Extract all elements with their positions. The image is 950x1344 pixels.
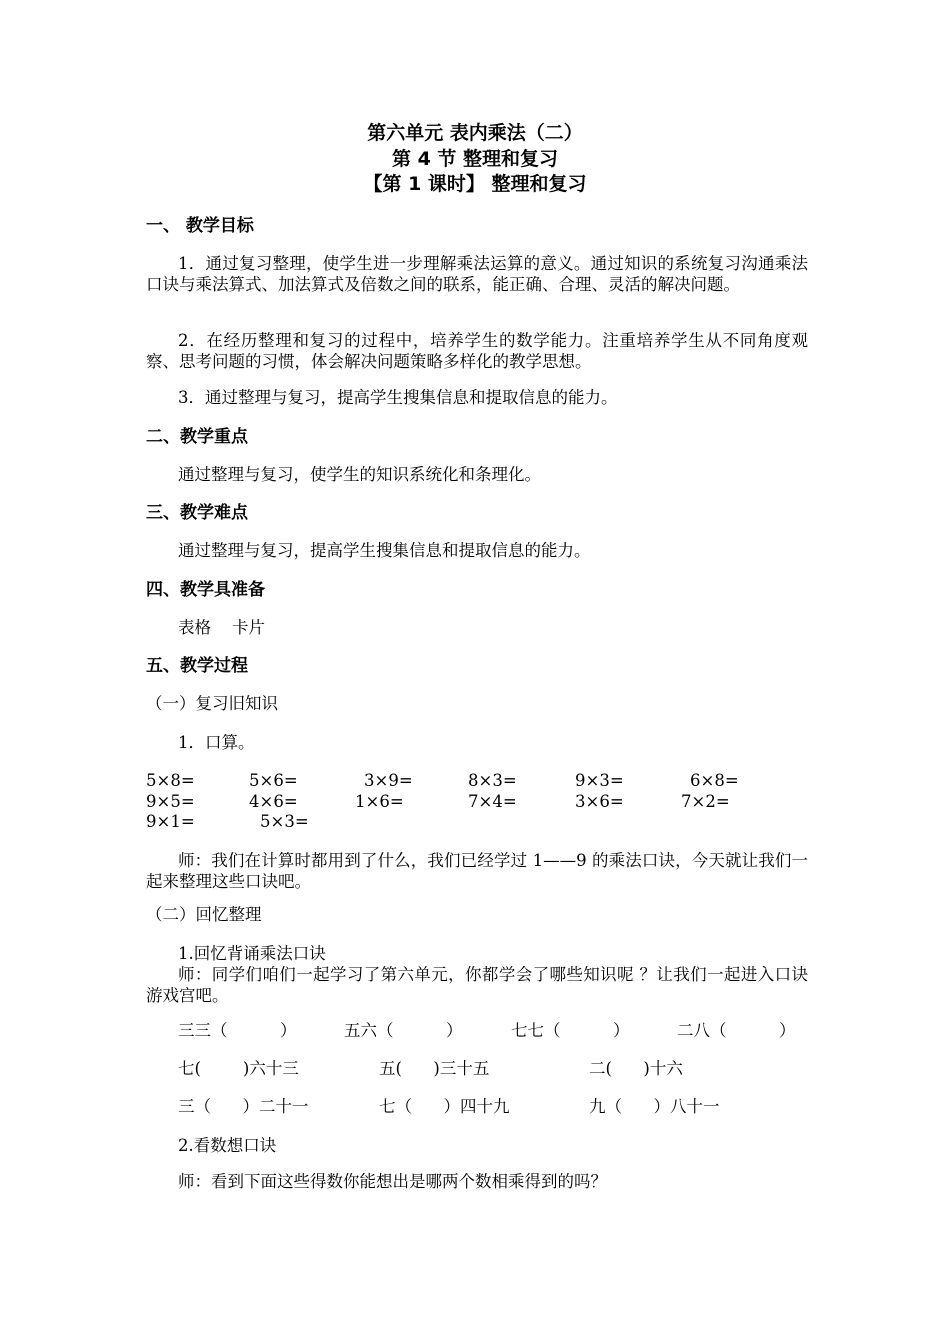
calc-item: 9×1=: [146, 812, 195, 831]
teacher-remark-1: 师：我们在计算时都用到了什么，我们已经学过 1——9 的乘法口诀，今天就让我们一起来整理这些口诀吧。: [146, 851, 808, 891]
game-item: 七（ ）四十九: [379, 1097, 510, 1116]
calc-item: 3×9=: [364, 771, 413, 790]
game-item: 九（ ）八十一: [589, 1097, 720, 1116]
key-points-text: 通过整理与复习，使学生的知识系统化和条理化。: [178, 465, 541, 484]
calc-item: 1×6=: [355, 792, 404, 811]
calc-item: 3×6=: [575, 792, 624, 811]
unit-title: 第六单元 表内乘法（二）: [367, 122, 583, 144]
oral-calc-label: 1．口算。: [178, 733, 255, 752]
calc-item: 6×8=: [690, 771, 739, 790]
game-item: 五六（ ）: [344, 1021, 463, 1040]
part-recall: （二）回忆整理: [146, 905, 262, 924]
game-item: 五( )三十五: [379, 1059, 490, 1078]
materials-text: 表格 卡片: [178, 618, 265, 637]
recite-label: 1.回忆背诵乘法口诀: [178, 944, 326, 963]
calc-item: 5×3=: [260, 812, 309, 831]
lesson-title: 【第 1 课时】 整理和复习: [363, 173, 587, 195]
game-item: 七( )六十三: [178, 1059, 299, 1078]
calc-item: 8×3=: [468, 771, 517, 790]
calc-item: 5×8=: [146, 771, 195, 790]
game-item: 二八（ ）: [677, 1021, 796, 1040]
calc-item: 9×5=: [146, 792, 195, 811]
calc-item: 5×6=: [249, 771, 298, 790]
part-review: （一）复习旧知识: [146, 694, 278, 713]
heading-difficulties: 三、教学难点: [146, 503, 248, 523]
game-item: 三三（ ）: [178, 1021, 297, 1040]
goal-2: 2．在经历整理和复习的过程中，培养学生的数学能力。注重培养学生从不同角度观察、思考问题的习惯，体会解决问题策略多样化的教学思想。: [146, 331, 808, 371]
goal-1: 1．通过复习整理，使学生进一步理解乘法运算的意义。通过知识的系统复习沟通乘法口诀与乘法算式、加法算式及倍数之间的联系，能正确、合理、灵活的解决问题。: [146, 254, 808, 294]
teacher-remark-2: 师：同学们咱们一起学习了第六单元，你都学会了哪些知识呢 ？让我们一起进入口诀游戏宫吧。: [146, 965, 808, 1005]
heading-process: 五、教学过程: [146, 656, 248, 676]
game-item: 七七（ ）: [511, 1021, 630, 1040]
heading-teaching-goals: 一、 教学目标: [146, 216, 254, 236]
heading-materials: 四、教学具准备: [146, 580, 265, 600]
section-title: 第 4 节 整理和复习: [391, 148, 559, 170]
heading-key-points: 二、教学重点: [146, 427, 248, 447]
game-item: 三（ ）二十一: [178, 1097, 309, 1116]
calc-item: 7×2=: [681, 792, 730, 811]
calc-item: 7×4=: [468, 792, 517, 811]
calc-item: 4×6=: [249, 792, 298, 811]
calc-item: 9×3=: [575, 771, 624, 790]
game-item: 二( )十六: [589, 1059, 683, 1078]
teacher-remark-3: 师：看到下面这些得数你能想出是哪两个数相乘得到的吗？: [178, 1172, 607, 1191]
difficulties-text: 通过整理与复习，提高学生搜集信息和提取信息的能力。: [178, 541, 591, 560]
look-label: 2.看数想口诀: [178, 1136, 277, 1155]
goal-3: 3．通过整理与复习，提高学生搜集信息和提取信息的能力。: [178, 388, 618, 407]
